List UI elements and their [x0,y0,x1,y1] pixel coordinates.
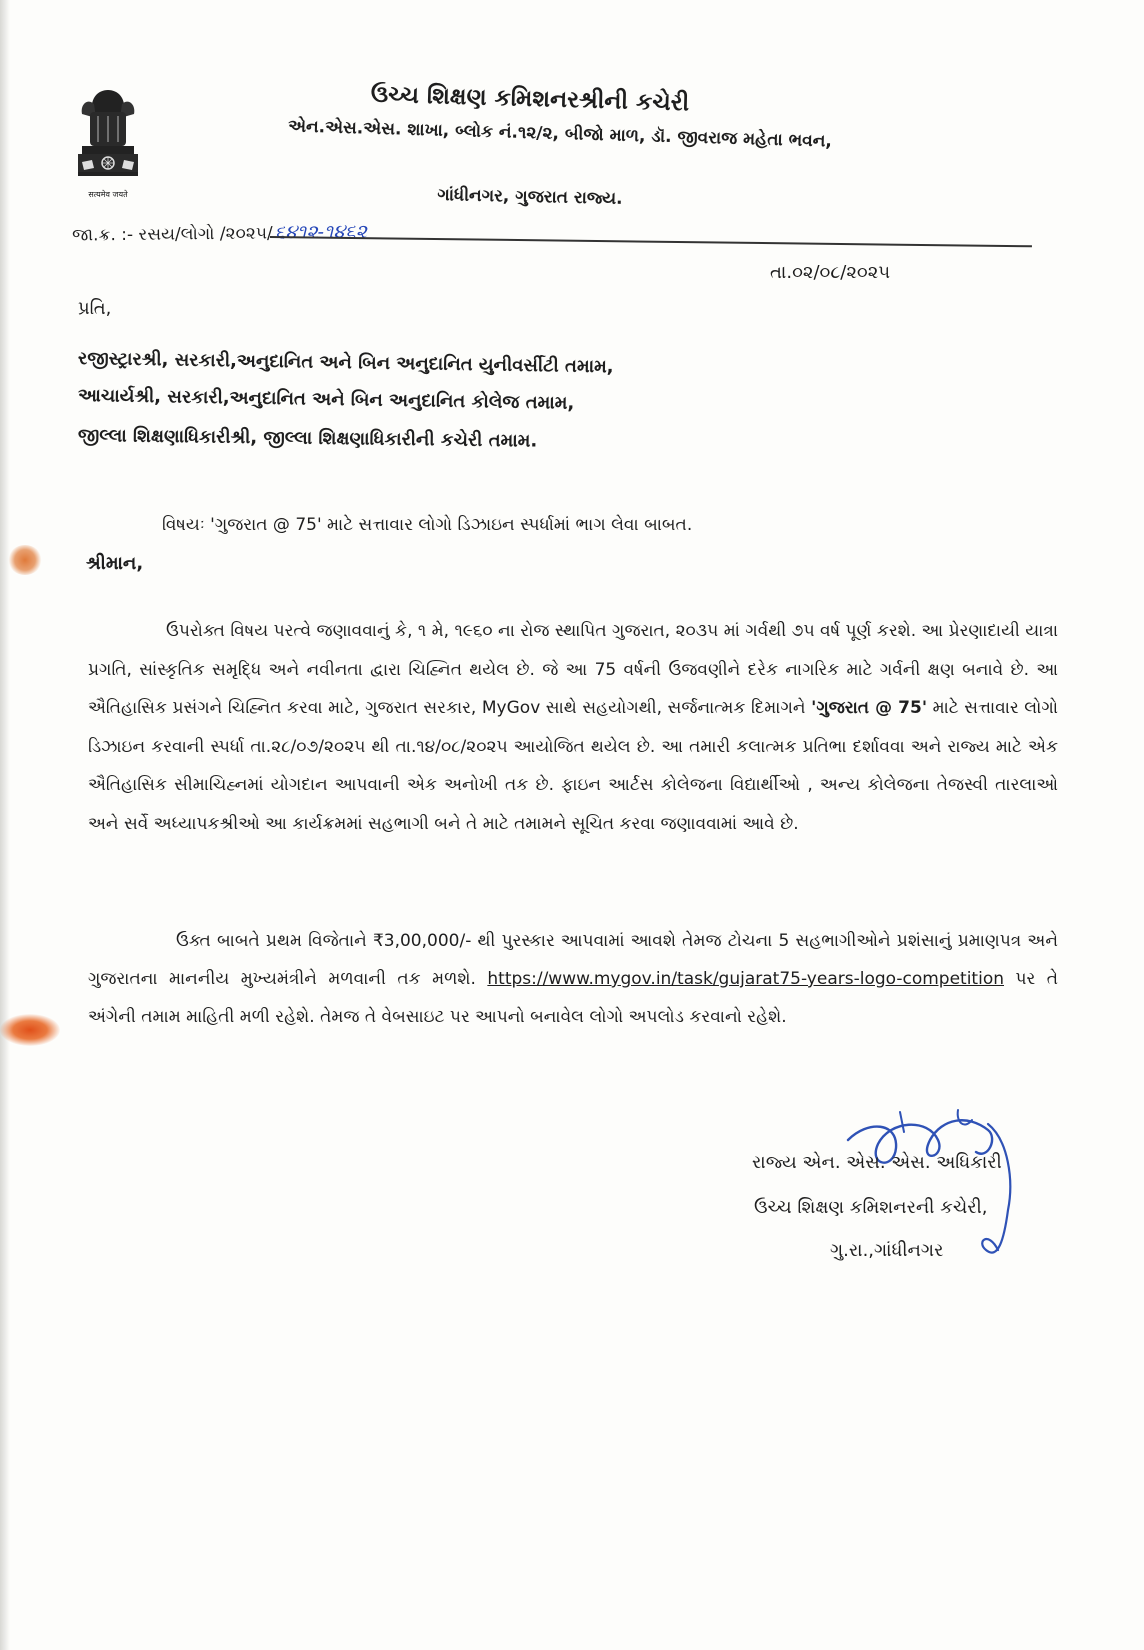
signatory-title: રાજ્ય એન. એસ. એસ. અધિકારી [752,1152,1002,1173]
body-text: ઉક્ત બાબતે પ્રથમ વિજેતાને ₹3,00,000/- થી પુરસ્કાર આપવામાં આવશે તેમજ ટોચના 5 સહભાગીઓને પ્રશંસાનું પ્રમાણપત્ર અને ગુજરાતના માનનીય મુખ્યમંત્રીને મળવાની તક મળશે. [88,931,1058,989]
lion-capital-icon [68,84,148,188]
header-divider [270,236,1032,247]
office-address-line2: ગાંધીનગર, ગુજરાત રાજ્ય. [437,185,623,209]
competition-link[interactable]: https://www.mygov.in/task/gujarat75-years-logo-competition [487,969,1004,989]
addressee-line: જીલ્લા શિક્ષણાધિકારીશ્રી, જીલ્લા શિક્ષણાધિકારીની કચેરી તમામ. [77,425,538,452]
body-paragraph-2 [88,922,1058,1036]
addressee-line: રજીસ્ટ્રારશ્રી, સરકારી,અનુદાનિત અને બિન અનુદાનિત યુનીવર્સીટી તમામ, [77,348,614,378]
addressee-line: આચાર્યશ્રી, સરકારી,અનુદાનિત અને બિન અનુદાનિત કોલેજ તમામ, [77,385,575,414]
addressee-prati: પ્રતિ, [78,298,112,319]
ink-smudge [0,1014,60,1046]
body-text: માટે સત્તાવાર લોગો ડિઝાઇન કરવાની સ્પર્ધા તા.૨૮/૦૭/૨૦૨૫ થી તા.૧૪/૦૮/૨૦૨૫ આયોજિત થયેલ છે. આ તમારી કલાત્મક પ્રતિભા દર્શાવવા અને રાજ્ય માટે એક ઐતિહાસિક સીમાચિહ્નમાં યોગદાન આપવાની એક અનોખી તક છે. ફાઇન આર્ટસ કોલેજના વિદ્યાર્થીઓ , અન્ય કોલેજના તેજસ્વી તારલાઓ અને સર્વે અધ્યાપકશ્રીઓ આ કાર્યક્રમમાં સહભાગી બને તે માટે તમામને સૂચિત કરવા જણાવવામાં આવે છે. [88,698,1059,834]
competition-name: 'ગુજરાત @ 75' [811,698,928,718]
body-text: પર તે અંગેની તમામ માહિતી મળી રહેશે. તેમજ તે વેબસાઇટ પર આપનો બનાવેલ લોગો અપલોડ કરવાનો રહેશે. [88,969,1058,1027]
office-title: ઉચ્ચ શિક્ષણ કમિશનરશ્રીની કચેરી [370,81,690,117]
body-text: ઉપરોક્ત વિષય પરત્વે જણાવવાનું કે, ૧ મે, ૧૯૬૦ ના રોજ સ્થાપિત ગુજરાત, ૨૦૩૫ માં ગર્વથી ૭૫ વર્ષ પૂર્ણ કરશે. આ પ્રેરણાદાયી યાત્રા પ્રગતિ, સાંસ્કૃતિક સમૃદ્ધિ અને નવીનતા દ્વારા ચિહ્નિત થયેલ છે. જે આ 75 વર્ષની ઉજવણીને દરેક નાગરિક માટે ગર્વની ક્ષણ બનાવે છે. આ ઐતિહાસિક પ્રસંગને ચિહ્નિત કરવા માટે, ગુજરાત સરકાર, MyGov સાથે સહયોગથી, સર્જનાત્મક દિમાગને [88,621,1058,718]
reference-handwritten: ૬૪૧૨-૧૪૬૨ [274,220,367,244]
signatory-location: ગુ.રા.,ગાંધીનગર [830,1240,944,1261]
salutation: શ્રીમાન, [86,553,144,574]
state-emblem [68,84,148,202]
body-paragraph-1 [88,612,1058,843]
signatory-office: ઉચ્ચ શિક્ષણ કમિશનરની કચેરી, [754,1197,988,1218]
letter-date: તા.૦૨/૦૮/૨૦૨૫ [770,262,891,283]
reference-number [72,220,367,245]
emblem-motto: सत्यमेव जयते [88,190,128,199]
ink-smudge [8,545,42,575]
subject-line: વિષયઃ 'ગુજરાત @ 75' માટે સત્તાવાર લોગો ડિઝાઇન સ્પર્ધામાં ભાગ લેવા બાબત. [162,515,693,535]
office-address-line1: એન.એસ.એસ. શાખા, બ્લોક નં.૧૨/૨, બીજો માળ, ડૉ. જીવરાજ મહેતા ભવન, [287,116,833,152]
scan-edge-shadow [0,0,10,1650]
reference-printed: જા.ક્ર. :- રસય/લોગો /૨૦૨૫/ [71,223,273,246]
